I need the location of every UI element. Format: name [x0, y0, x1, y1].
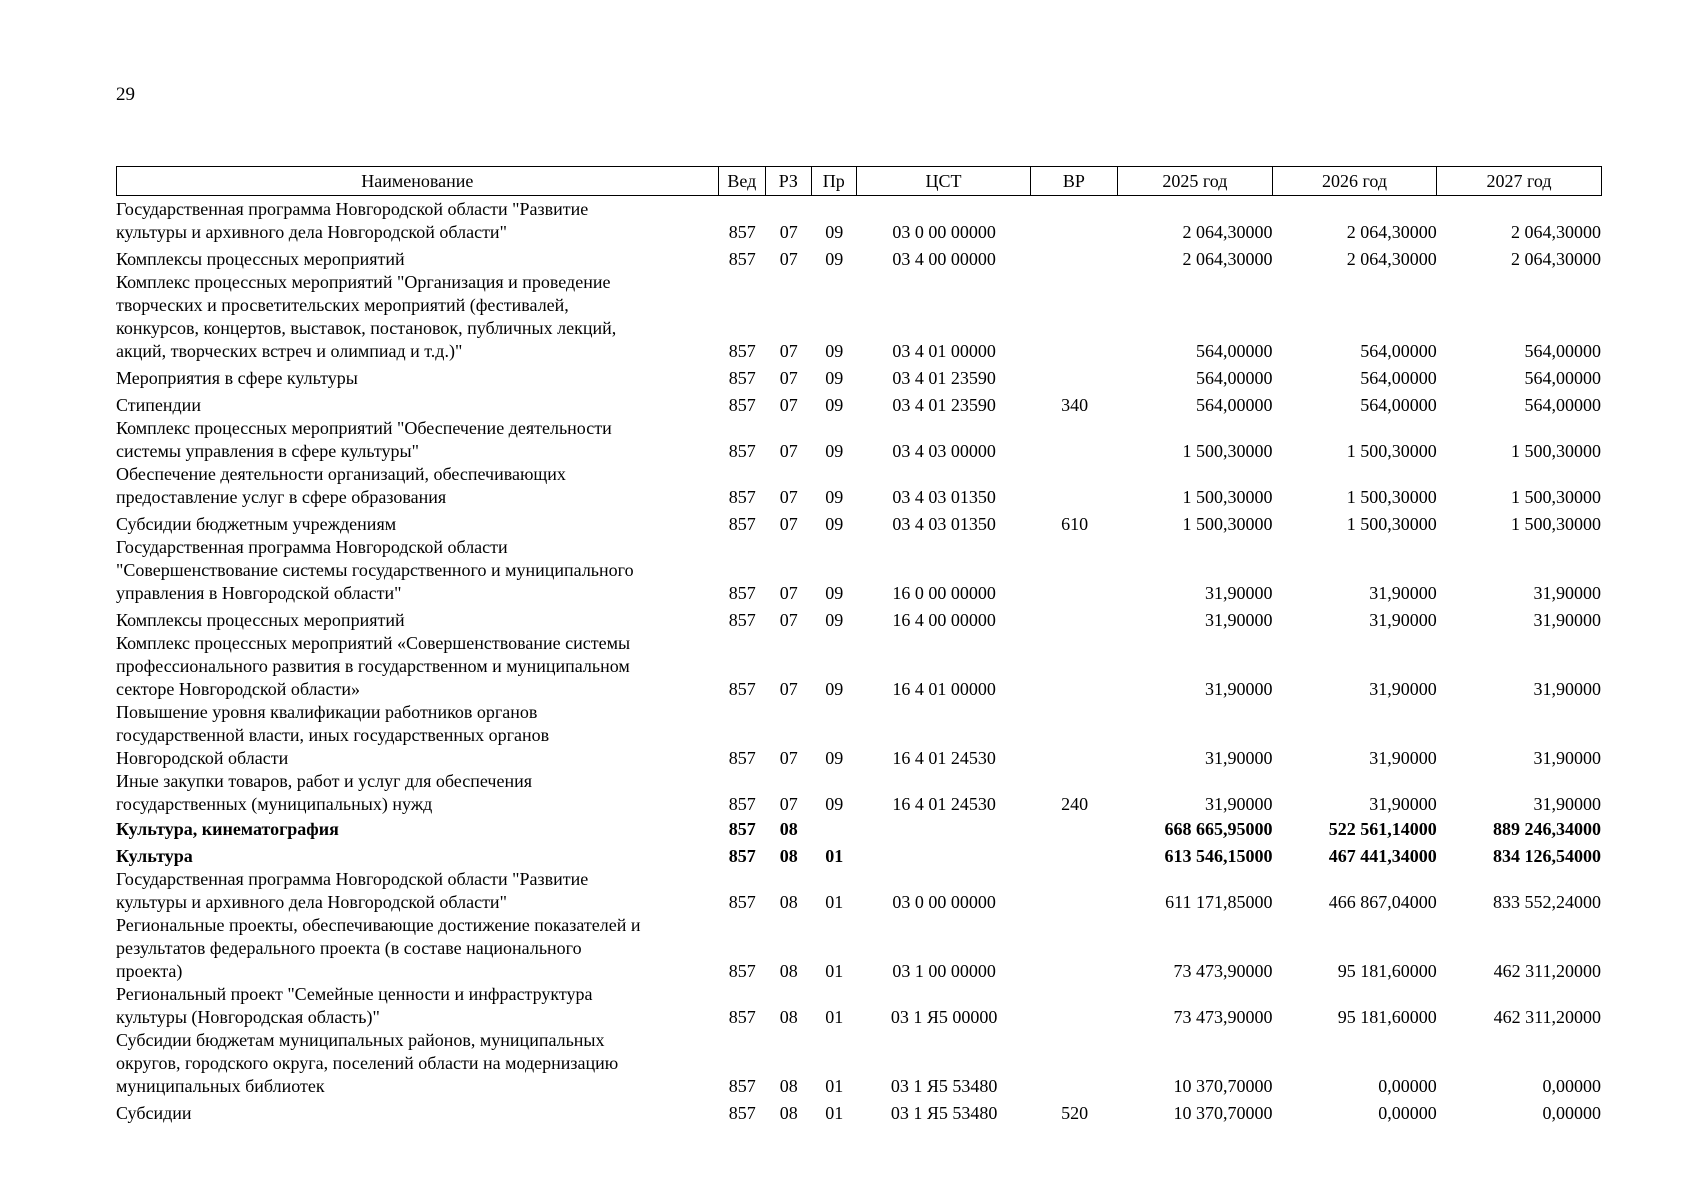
row-name-line: культуры и архивного дела Новгородской области" — [116, 892, 507, 912]
cell-y2: 1 500,30000 — [1346, 441, 1437, 461]
table-row — [116, 632, 1602, 701]
cell-pr: 01 — [825, 846, 844, 866]
cell-pr: 09 — [825, 487, 844, 507]
cell-cst: 03 1 Я5 53480 — [890, 1103, 998, 1123]
cell-pr: 09 — [825, 794, 844, 814]
cell-ved: 857 — [728, 1103, 756, 1123]
cell-y1: 31,90000 — [1205, 794, 1273, 814]
cell-y3: 1 500,30000 — [1510, 487, 1601, 507]
cell-pr: 01 — [825, 892, 844, 912]
cell-y1: 1 500,30000 — [1182, 487, 1273, 507]
row-name — [116, 1029, 719, 1098]
cell-y2: 564,00000 — [1360, 341, 1437, 361]
row-name-line: результатов федерального проекта (в составе национального — [116, 938, 582, 958]
page-number: 29 — [116, 84, 135, 105]
table-row — [116, 394, 1602, 417]
cell-cst: 16 0 00 00000 — [892, 583, 996, 603]
cell-y2: 0,00000 — [1378, 1103, 1437, 1123]
row-name-line: профессионального развития в государственном и муниципальном — [116, 656, 630, 676]
table-row — [116, 1029, 1602, 1098]
table-row — [116, 818, 1602, 841]
cell-y3: 0,00000 — [1542, 1076, 1601, 1096]
row-name-line: Комплекс процессных мероприятий "Обеспечение деятельности — [116, 418, 612, 438]
cell-rz: 08 — [779, 819, 798, 839]
cell-y3: 31,90000 — [1533, 679, 1601, 699]
table-row — [116, 271, 1602, 363]
cell-vr: 610 — [1061, 514, 1089, 534]
row-name-line: Государственная программа Новгородской области — [116, 537, 508, 557]
cell-rz: 08 — [779, 892, 798, 912]
row-name — [116, 609, 719, 632]
cell-rz: 08 — [779, 1076, 798, 1096]
table-row — [116, 417, 1602, 463]
cell-y2: 522 561,14000 — [1328, 819, 1437, 839]
cell-ved: 857 — [728, 679, 756, 699]
cell-ved: 857 — [728, 487, 756, 507]
cell-ved: 857 — [728, 892, 756, 912]
row-name-line: Стипендии — [116, 395, 201, 415]
cell-y1: 613 546,15000 — [1164, 846, 1273, 866]
cell-y1: 2 064,30000 — [1182, 222, 1273, 242]
cell-y2: 1 500,30000 — [1346, 514, 1437, 534]
row-name — [116, 868, 719, 914]
cell-y1: 10 370,70000 — [1173, 1103, 1273, 1123]
cell-y1: 564,00000 — [1196, 395, 1273, 415]
table-row — [116, 513, 1602, 536]
row-name — [116, 248, 719, 271]
cell-y3: 31,90000 — [1533, 610, 1601, 630]
cell-y1: 31,90000 — [1205, 748, 1273, 768]
cell-cst: 16 4 01 24530 — [892, 748, 996, 768]
row-name-line: Государственная программа Новгородской области "Развитие — [116, 199, 589, 219]
cell-y1: 564,00000 — [1196, 368, 1273, 388]
cell-y2: 95 181,60000 — [1337, 961, 1437, 981]
table-body — [116, 198, 1602, 1125]
cell-ved: 857 — [728, 846, 756, 866]
cell-ved: 857 — [728, 249, 756, 269]
row-name-line: предоставление услуг в сфере образования — [116, 487, 447, 507]
row-name-line: Субсидии — [116, 1103, 192, 1123]
cell-pr: 09 — [825, 222, 844, 242]
cell-cst: 16 4 00 00000 — [892, 610, 996, 630]
cell-y2: 31,90000 — [1369, 610, 1437, 630]
cell-y3: 833 552,24000 — [1492, 892, 1601, 912]
cell-ved: 857 — [728, 794, 756, 814]
cell-y3: 462 311,20000 — [1493, 961, 1601, 981]
row-name — [116, 632, 719, 701]
row-name — [116, 914, 719, 983]
cell-rz: 07 — [779, 487, 798, 507]
cell-cst: 03 4 03 01350 — [892, 487, 996, 507]
row-name — [116, 198, 719, 244]
cell-y2: 466 867,04000 — [1328, 892, 1437, 912]
cell-rz: 07 — [779, 794, 798, 814]
cell-y1: 73 473,90000 — [1173, 961, 1273, 981]
row-name-line: Мероприятия в сфере культуры — [116, 368, 358, 388]
cell-y1: 564,00000 — [1196, 341, 1273, 361]
cell-y3: 564,00000 — [1524, 395, 1601, 415]
cell-rz: 07 — [779, 748, 798, 768]
row-name-line: Государственная программа Новгородской области "Развитие — [116, 869, 589, 889]
cell-y3: 564,00000 — [1524, 368, 1601, 388]
cell-pr: 09 — [825, 368, 844, 388]
cell-cst: 03 4 01 00000 — [892, 341, 996, 361]
table-row — [116, 367, 1602, 390]
cell-ved: 857 — [728, 368, 756, 388]
table-row — [116, 609, 1602, 632]
cell-ved: 857 — [728, 961, 756, 981]
cell-y1: 10 370,70000 — [1173, 1076, 1273, 1096]
row-name — [116, 1102, 719, 1125]
cell-pr: 09 — [825, 679, 844, 699]
column-header-y3: 2027 год — [1486, 171, 1552, 191]
row-name-line: акций, творческих встреч и олимпиад и т.д.)" — [116, 341, 463, 361]
row-name-line: Региональные проекты, обеспечивающие достижение показателей и — [116, 915, 641, 935]
row-name — [116, 701, 719, 770]
cell-y2: 95 181,60000 — [1337, 1007, 1437, 1027]
cell-pr: 01 — [825, 1103, 844, 1123]
column-header-pr: Пр — [812, 167, 857, 195]
cell-y3: 889 246,34000 — [1492, 819, 1601, 839]
cell-y2: 564,00000 — [1360, 368, 1437, 388]
cell-rz: 07 — [779, 341, 798, 361]
row-name-line: Региональный проект "Семейные ценности и инфраструктура — [116, 984, 593, 1004]
row-name-line: Комплекс процессных мероприятий «Совершенствование системы — [116, 633, 631, 653]
row-name-line: Иные закупки товаров, работ и услуг для обеспечения — [116, 771, 532, 791]
column-header-vr: ВР — [1031, 167, 1118, 195]
row-name-line: конкурсов, концертов, выставок, постановок, публичных лекций, — [116, 318, 617, 338]
row-name — [116, 394, 719, 417]
row-name-line: творческих и просветительских мероприятий (фестивалей, — [116, 295, 569, 315]
cell-rz: 08 — [779, 846, 798, 866]
cell-y3: 1 500,30000 — [1510, 441, 1601, 461]
row-name-line: культуры и архивного дела Новгородской области" — [116, 222, 507, 242]
cell-pr: 09 — [825, 514, 844, 534]
cell-pr: 09 — [825, 748, 844, 768]
cell-rz: 07 — [779, 679, 798, 699]
cell-rz: 08 — [779, 1103, 798, 1123]
cell-y3: 834 126,54000 — [1492, 846, 1601, 866]
row-name-line: Повышение уровня квалификации работников органов — [116, 702, 538, 722]
cell-y3: 1 500,30000 — [1510, 514, 1601, 534]
cell-ved: 857 — [728, 748, 756, 768]
cell-pr: 01 — [825, 961, 844, 981]
cell-y3: 2 064,30000 — [1510, 249, 1601, 269]
cell-pr: 09 — [825, 610, 844, 630]
cell-y2: 2 064,30000 — [1346, 222, 1437, 242]
row-name-line: секторе Новгородской области» — [116, 679, 361, 699]
cell-y3: 31,90000 — [1533, 583, 1601, 603]
cell-cst: 16 4 01 00000 — [892, 679, 996, 699]
cell-ved: 857 — [728, 583, 756, 603]
cell-y3: 2 064,30000 — [1510, 222, 1601, 242]
table-row — [116, 1102, 1602, 1125]
cell-cst: 16 4 01 24530 — [892, 794, 996, 814]
cell-pr: 09 — [825, 395, 844, 415]
cell-ved: 857 — [728, 341, 756, 361]
row-name — [116, 983, 719, 1029]
row-name-line: "Совершенствование системы государственного и муниципального — [116, 560, 634, 580]
cell-y3: 31,90000 — [1533, 748, 1601, 768]
row-name-line: государственной власти, иных государственных органов — [116, 725, 550, 745]
cell-cst: 03 1 00 00000 — [892, 961, 996, 981]
table-row — [116, 248, 1602, 271]
cell-cst: 03 4 03 01350 — [892, 514, 996, 534]
cell-rz: 07 — [779, 610, 798, 630]
cell-cst: 03 4 03 00000 — [892, 441, 996, 461]
cell-y3: 0,00000 — [1542, 1103, 1601, 1123]
cell-rz: 08 — [779, 961, 798, 981]
row-name-line: Субсидии бюджетам муниципальных районов, муниципальных — [116, 1030, 605, 1050]
cell-y1: 668 665,95000 — [1164, 819, 1273, 839]
row-name-line: проекта) — [116, 961, 183, 981]
row-name-line: государственных (муниципальных) нужд — [116, 794, 433, 814]
row-name-line: Обеспечение деятельности организаций, обеспечивающих — [116, 464, 566, 484]
cell-pr: 09 — [825, 441, 844, 461]
cell-y1: 1 500,30000 — [1182, 441, 1273, 461]
column-header-ved: Вед — [719, 167, 766, 195]
table-row — [116, 983, 1602, 1029]
row-name-line: системы управления в сфере культуры" — [116, 441, 419, 461]
cell-vr: 240 — [1061, 794, 1089, 814]
cell-y2: 467 441,34000 — [1328, 846, 1437, 866]
cell-y3: 462 311,20000 — [1493, 1007, 1601, 1027]
cell-ved: 857 — [728, 222, 756, 242]
cell-y3: 564,00000 — [1524, 341, 1601, 361]
cell-pr: 09 — [825, 583, 844, 603]
cell-y2: 31,90000 — [1369, 679, 1437, 699]
row-name — [116, 818, 719, 841]
table-row — [116, 701, 1602, 770]
cell-y2: 31,90000 — [1369, 583, 1437, 603]
table-row — [116, 463, 1602, 509]
row-name-line: Культура — [116, 846, 193, 866]
row-name-line: Комплекс процессных мероприятий "Организация и проведение — [116, 272, 611, 292]
column-header-y2: 2026 год — [1273, 167, 1437, 195]
cell-y1: 73 473,90000 — [1173, 1007, 1273, 1027]
cell-y1: 31,90000 — [1205, 583, 1273, 603]
table-row — [116, 914, 1602, 983]
row-name — [116, 417, 719, 463]
row-name-line: Субсидии бюджетным учреждениям — [116, 514, 397, 534]
table-header — [116, 166, 1602, 196]
cell-ved: 857 — [728, 395, 756, 415]
cell-pr: 01 — [825, 1007, 844, 1027]
table-row — [116, 845, 1602, 868]
cell-cst: 03 0 00 00000 — [892, 222, 996, 242]
cell-rz: 08 — [779, 1007, 798, 1027]
cell-rz: 07 — [779, 441, 798, 461]
column-header-name: Наименование — [117, 167, 719, 195]
row-name — [116, 463, 719, 509]
cell-rz: 07 — [779, 368, 798, 388]
cell-rz: 07 — [779, 395, 798, 415]
cell-cst: 03 4 01 23590 — [892, 395, 996, 415]
cell-rz: 07 — [779, 222, 798, 242]
cell-ved: 857 — [728, 441, 756, 461]
cell-pr: 09 — [825, 249, 844, 269]
row-name-line: управления в Новгородской области" — [116, 583, 402, 603]
row-name — [116, 367, 719, 390]
cell-y2: 0,00000 — [1378, 1076, 1437, 1096]
row-name-line: Комплексы процессных мероприятий — [116, 610, 405, 630]
row-name — [116, 513, 719, 536]
cell-rz: 07 — [779, 249, 798, 269]
cell-cst: 03 4 00 00000 — [892, 249, 996, 269]
cell-y1: 611 171,85000 — [1165, 892, 1273, 912]
column-header-rz: РЗ — [766, 167, 811, 195]
cell-ved: 857 — [728, 819, 756, 839]
row-name — [116, 845, 719, 868]
column-header-y1: 2025 год — [1118, 167, 1273, 195]
cell-pr: 09 — [825, 341, 844, 361]
cell-y2: 31,90000 — [1369, 748, 1437, 768]
cell-y2: 31,90000 — [1369, 794, 1437, 814]
cell-ved: 857 — [728, 610, 756, 630]
row-name — [116, 271, 719, 363]
column-header-cst: ЦСТ — [857, 167, 1031, 195]
cell-cst: 03 4 01 23590 — [892, 368, 996, 388]
cell-cst: 03 1 Я5 00000 — [890, 1007, 998, 1027]
cell-rz: 07 — [779, 583, 798, 603]
row-name-line: Комплексы процессных мероприятий — [116, 249, 405, 269]
cell-ved: 857 — [728, 1076, 756, 1096]
cell-y1: 2 064,30000 — [1182, 249, 1273, 269]
cell-vr: 520 — [1061, 1103, 1089, 1123]
cell-y2: 564,00000 — [1360, 395, 1437, 415]
row-name-line: муниципальных библиотек — [116, 1076, 325, 1096]
cell-rz: 07 — [779, 514, 798, 534]
row-name-line: Новгородской области — [116, 748, 289, 768]
cell-cst: 03 1 Я5 53480 — [890, 1076, 998, 1096]
cell-y1: 1 500,30000 — [1182, 514, 1273, 534]
cell-ved: 857 — [728, 514, 756, 534]
table-row — [116, 868, 1602, 914]
row-name-line: культуры (Новгородская область)" — [116, 1007, 380, 1027]
row-name — [116, 770, 719, 816]
cell-y1: 31,90000 — [1205, 679, 1273, 699]
cell-cst: 03 0 00 00000 — [892, 892, 996, 912]
cell-ved: 857 — [728, 1007, 756, 1027]
table-row — [116, 536, 1602, 605]
table-row — [116, 770, 1602, 816]
cell-y1: 31,90000 — [1205, 610, 1273, 630]
cell-y3: 31,90000 — [1533, 794, 1601, 814]
row-name — [116, 536, 719, 605]
cell-vr: 340 — [1061, 395, 1089, 415]
table-row — [116, 198, 1602, 244]
cell-pr: 01 — [825, 1076, 844, 1096]
cell-y2: 2 064,30000 — [1346, 249, 1437, 269]
cell-y2: 1 500,30000 — [1346, 487, 1437, 507]
row-name-line: Культура, кинематография — [116, 819, 339, 839]
row-name-line: округов, городского округа, поселений области на модернизацию — [116, 1053, 619, 1073]
